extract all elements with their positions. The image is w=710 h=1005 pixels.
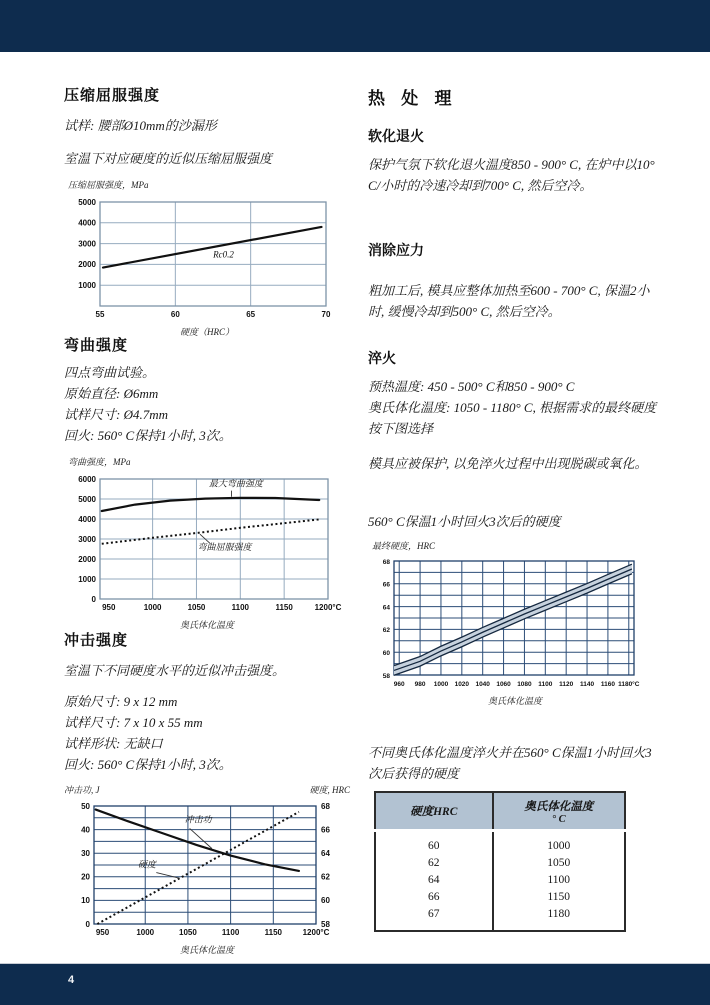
- svg-text:1150: 1150: [275, 603, 293, 612]
- specimen-note: 试样: 腰部Ø10mm的沙漏形: [64, 118, 217, 133]
- impact-strength-chart: [64, 798, 354, 942]
- svg-text:1080: 1080: [517, 681, 532, 688]
- svg-text:1120: 1120: [559, 681, 574, 688]
- svg-text:1180°C: 1180°C: [618, 681, 640, 688]
- section-quenching: [368, 348, 662, 474]
- svg-text:1140: 1140: [579, 681, 595, 688]
- chart-caption: 560° C保温1小时回火3次后的硬度: [368, 514, 561, 529]
- svg-text:1100: 1100: [231, 603, 249, 612]
- svg-text:55: 55: [95, 310, 105, 319]
- chart-y-axis-title: 弯曲强度，MPa: [68, 457, 131, 467]
- spec-line: 四点弯曲试验。: [64, 365, 156, 380]
- svg-text:1000: 1000: [136, 928, 155, 937]
- svg-text:2000: 2000: [78, 554, 96, 564]
- top-banner: [0, 0, 710, 52]
- table-row: 60 1000: [375, 831, 625, 856]
- chart-axis-titles: [64, 783, 350, 796]
- chart-y-axis-title: 压缩屈服强度，MPa: [68, 180, 149, 190]
- subsection-heading: 软化退火: [368, 128, 424, 144]
- svg-text:弯曲屈服强度: 弯曲屈服强度: [197, 541, 252, 552]
- table-row: 64 1100: [375, 872, 625, 889]
- section-heading: 冲击强度: [64, 632, 129, 649]
- table-row: 67 1180: [375, 906, 625, 931]
- svg-text:62: 62: [382, 627, 390, 635]
- svg-text:50: 50: [81, 801, 90, 811]
- svg-text:1050: 1050: [179, 928, 197, 937]
- table-header-temperature: 奥氏体化温度 ° C: [493, 792, 626, 831]
- final-hardness-chart: [368, 555, 656, 693]
- svg-text:1000: 1000: [433, 681, 449, 688]
- svg-text:3000: 3000: [78, 239, 96, 249]
- spec-line: 回火: 560° C保持1小时, 3次。: [64, 428, 232, 443]
- section-stress-relief: [368, 240, 662, 322]
- spec-line: 回火: 560° C保持1小时, 3次。: [64, 757, 232, 772]
- svg-text:70: 70: [321, 310, 331, 319]
- spec-line: 试样形状: 无缺口: [64, 736, 163, 751]
- hardness-table: [374, 791, 626, 932]
- svg-text:Rc0.2: Rc0.2: [213, 249, 234, 260]
- section-description: 室温下对应硬度的近似压缩屈服强度: [64, 151, 273, 166]
- svg-text:58: 58: [321, 919, 330, 929]
- subsection-body: 保护气氛下软化退火温度850 - 900° C, 在炉中以10° C/小时的冷速冷却到700° C, 然后空冷。: [368, 157, 655, 193]
- svg-text:1160: 1160: [600, 681, 615, 688]
- section-heading: 压缩屈服强度: [64, 87, 161, 104]
- svg-text:冲击功: 冲击功: [184, 814, 212, 825]
- table-row: 62 1050: [375, 855, 625, 872]
- left-axis-title: 冲击功, J: [64, 785, 100, 795]
- svg-text:5000: 5000: [78, 197, 96, 207]
- bending-strength-chart: [64, 471, 342, 617]
- section-description: 室温下不同硬度水平的近似冲击强度。: [64, 663, 286, 678]
- section-hardness-chart: [368, 511, 662, 707]
- hardness-table-body: [375, 831, 625, 932]
- svg-text:1040: 1040: [475, 681, 490, 688]
- svg-text:20: 20: [81, 872, 90, 882]
- svg-text:1000: 1000: [143, 603, 162, 612]
- page-title: 热 处 理: [368, 89, 458, 108]
- table-caption: 不同奥氏体化温度淬火并在560° C保温1小时回火3次后获得的硬度: [368, 745, 652, 781]
- svg-text:68: 68: [382, 558, 390, 566]
- right-axis-title: 硬度, HRC: [309, 785, 350, 795]
- chart-x-axis-title: 奥氏体化温度: [487, 696, 542, 706]
- svg-text:4000: 4000: [78, 218, 96, 228]
- section-compressive-yield: [64, 84, 350, 338]
- svg-text:40: 40: [81, 825, 90, 835]
- table-header-row: [375, 792, 625, 831]
- svg-text:66: 66: [321, 825, 330, 835]
- svg-text:1200°C: 1200°C: [302, 928, 330, 937]
- svg-text:950: 950: [95, 928, 110, 937]
- svg-text:3000: 3000: [78, 534, 96, 544]
- svg-text:980: 980: [414, 681, 426, 688]
- svg-text:10: 10: [81, 896, 90, 906]
- spec-line: 试样尺寸: 7 x 10 x 55 mm: [64, 715, 203, 730]
- svg-text:65: 65: [246, 310, 256, 319]
- svg-text:960: 960: [393, 681, 405, 688]
- chart-y-axis-title: 最终硬度，HRC: [372, 541, 436, 551]
- svg-text:1060: 1060: [496, 681, 511, 688]
- subsection-body: 粗加工后, 模具应整体加热至600 - 700° C, 保温2小时, 缓慢冷却到500° C, 然后空冷。: [368, 283, 650, 319]
- svg-text:58: 58: [382, 672, 390, 680]
- svg-text:1000: 1000: [78, 281, 96, 290]
- svg-text:60: 60: [382, 650, 390, 657]
- austenitizing-note: 奥氏体化温度: 1050 - 1180° C, 根据需求的最终硬度按下图选择: [368, 400, 657, 436]
- svg-text:64: 64: [382, 604, 390, 612]
- svg-text:1200°C: 1200°C: [314, 603, 342, 612]
- svg-text:68: 68: [321, 801, 330, 811]
- preheat-line: 预热温度: 450 - 500° C和850 - 900° C: [368, 379, 575, 394]
- table-header-hardness: 硬度HRC: [375, 792, 493, 831]
- svg-text:950: 950: [102, 603, 116, 612]
- bottom-banner: [0, 963, 710, 1005]
- svg-text:4000: 4000: [78, 514, 96, 524]
- compressive-yield-chart: [64, 194, 336, 324]
- svg-text:1150: 1150: [264, 928, 282, 937]
- svg-text:0: 0: [85, 919, 90, 929]
- svg-text:硬度: 硬度: [137, 859, 156, 870]
- section-annealing: [368, 126, 662, 196]
- spec-line: 原始尺寸: 9 x 12 mm: [64, 694, 178, 709]
- chart-x-axis-title: 奥氏体化温度: [179, 620, 234, 630]
- svg-text:1100: 1100: [538, 681, 553, 688]
- svg-text:60: 60: [170, 310, 180, 319]
- section-hardness-table: [368, 742, 662, 932]
- svg-text:30: 30: [81, 849, 90, 858]
- svg-text:64: 64: [321, 849, 330, 858]
- section-heading: 弯曲强度: [64, 337, 129, 354]
- section-bending-strength: [64, 334, 350, 631]
- table-row: 66 1150: [375, 889, 625, 906]
- svg-text:62: 62: [321, 872, 330, 882]
- section-impact-strength: [64, 629, 350, 956]
- subsection-heading: 淬火: [368, 350, 396, 366]
- svg-text:1100: 1100: [221, 928, 240, 937]
- svg-text:1000: 1000: [78, 574, 96, 584]
- protection-note: 模具应被保护, 以免淬火过程中出现脱碳或氧化。: [368, 456, 648, 471]
- svg-text:2000: 2000: [78, 260, 96, 270]
- svg-text:66: 66: [382, 581, 390, 589]
- svg-text:最大弯曲强度: 最大弯曲强度: [208, 478, 263, 489]
- spec-line: 试样尺寸: Ø4.7mm: [64, 407, 168, 422]
- chart-x-axis-title: 硬度（HRC）: [179, 327, 234, 337]
- subsection-heading: 消除应力: [368, 242, 424, 258]
- svg-text:6000: 6000: [78, 474, 96, 484]
- svg-text:5000: 5000: [78, 494, 96, 504]
- svg-text:1050: 1050: [187, 603, 206, 612]
- spec-line: 原始直径: Ø6mm: [64, 386, 159, 401]
- page-number: 4: [68, 974, 75, 986]
- chart-x-axis-title: 奥氏体化温度: [179, 945, 234, 955]
- svg-text:1020: 1020: [454, 681, 470, 688]
- svg-text:60: 60: [321, 896, 330, 906]
- svg-text:0: 0: [91, 594, 96, 604]
